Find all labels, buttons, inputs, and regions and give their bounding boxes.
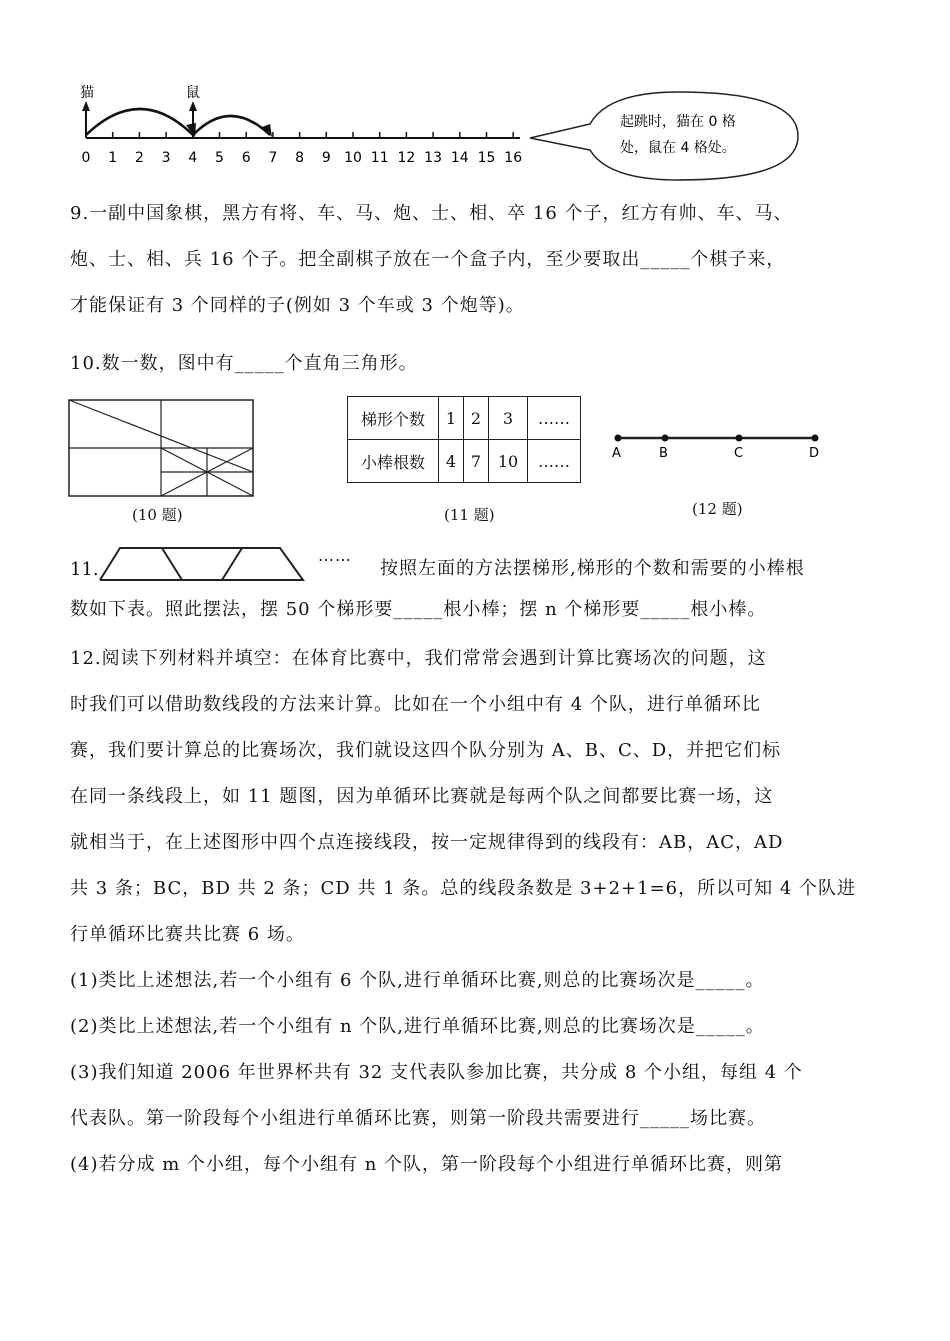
trapezoid-figure [98,546,308,584]
point-b: B [659,446,668,461]
q11-dots: …… [318,546,352,565]
table-cell: 梯形个数 [348,397,439,440]
question-10 [70,341,890,387]
q12-sub-2: (2)类比上述想法,若一个小组有 n 个队,进行单循环比赛,则总的比赛场次是_____。 [70,1016,765,1037]
figure-10-caption: (10 题) [132,506,183,524]
bubble-line-1: 起跳时，猫在 0 格 [620,114,736,130]
q11-continuation [70,587,890,633]
tick-label: 2 [134,150,144,166]
mouse-label: 鼠 [186,85,200,101]
table-cell: 4 [439,440,464,483]
figure-10-triangles [68,399,256,499]
q12-line-3: 赛，我们要计算总的比赛场次，我们就设这四个队分别为 A、B、C、D，并把它们标 [70,740,782,761]
speech-bubble [528,88,808,188]
tick-label: 3 [161,150,171,166]
tick-label: 13 [424,150,443,166]
tick-label: 15 [477,150,496,166]
cat-label: 猫 [80,85,94,101]
question-9 [70,191,890,329]
tick-label: 9 [321,150,331,166]
table-cell: 小棒根数 [348,440,439,483]
table-cell: 7 [464,440,489,483]
q9-line-1: 9.一副中国象棋，黑方有将、车、马、炮、士、相、卒 16 个子，红方有帅、车、马、 [70,203,793,224]
trapezoid-table [347,396,581,483]
tick-label: 12 [397,150,416,166]
q11-line-1: 按照左面的方法摆梯形,梯形的个数和需要的小棒根 [380,558,805,579]
tick-label: 16 [504,150,523,166]
q11-number: 11. [70,559,99,580]
tick-label: 6 [241,150,251,166]
point-a: A [612,446,621,461]
tick-label: 7 [268,150,278,166]
point-c: C [734,446,744,461]
q11-line-2: 数如下表。照此摆法，摆 50 个梯形要_____根小棒；摆 n 个梯形要_____根小棒。 [70,599,767,620]
table-cell: 3 [489,397,528,440]
number-line-figure [70,75,540,175]
q12-line-1: 12.阅读下列材料并填空：在体育比赛中，我们常常会遇到计算比赛场次的问题，这 [70,648,767,669]
tick-label: 4 [188,150,198,166]
question-12 [70,636,890,1188]
table-cell: …… [528,440,581,483]
q12-line-2: 时我们可以借助数线段的方法来计算。比如在一个小组中有 4 个队，进行单循环比 [70,694,761,715]
q12-line-5: 就相当于，在上述图形中四个点连接线段，按一定规律得到的线段有：AB，AC，AD [70,832,784,853]
bubble-line-2: 处，鼠在 4 格处。 [620,140,736,156]
point-d: D [809,446,820,461]
q12-line-4: 在同一条线段上，如 11 题图，因为单循环比赛就是每两个队之间都要比赛一场，这 [70,786,774,807]
q10-text: 10.数一数，图中有_____个直角三角形。 [70,353,418,374]
tick-label: 8 [295,150,305,166]
q12-sub-1: (1)类比上述想法,若一个小组有 6 个队,进行单循环比赛,则总的比赛场次是_____。 [70,970,765,991]
tick-label: 5 [215,150,224,166]
q12-line-7: 行单循环比赛共比赛 6 场。 [70,924,305,945]
tick-label: 10 [344,150,362,166]
q9-line-2: 炮、士、相、兵 16 个子。把全副棋子放在一个盒子内，至少要取出_____个棋子来， [70,249,786,270]
table-cell: 2 [464,397,489,440]
tick-label: 14 [450,150,469,166]
q12-line-6: 共 3 条；BC，BD 共 2 条；CD 共 1 条。总的线段条数是 3+2+1=6，所以可知 4 个队进 [70,878,856,899]
tick-label: 1 [108,150,118,166]
table-cell: …… [528,397,581,440]
table-cell: 10 [489,440,528,483]
table-row [348,397,581,440]
tick-label: 0 [81,150,91,166]
q9-line-3: 才能保证有 3 个同样的子(例如 3 个车或 3 个炮等)。 [70,295,525,316]
table-cell: 1 [439,397,464,440]
q12-sub-3-line-2: 代表队。第一阶段每个小组进行单循环比赛，则第一阶段共需要进行_____场比赛。 [70,1108,766,1129]
table-11-caption: (11 题) [444,506,495,524]
figure-12-segment [608,428,828,468]
figure-12-caption: (12 题) [692,500,743,518]
table-row [348,440,581,483]
q12-sub-3-line-1: (3)我们知道 2006 年世界杯共有 32 支代表队参加比赛，共分成 8 个小组，每组 4 个 [70,1062,803,1083]
q12-sub-4: (4)若分成 m 个小组，每个小组有 n 个队，第一阶段每个小组进行单循环比赛，则第 [70,1154,784,1175]
tick-label: 11 [370,150,389,166]
